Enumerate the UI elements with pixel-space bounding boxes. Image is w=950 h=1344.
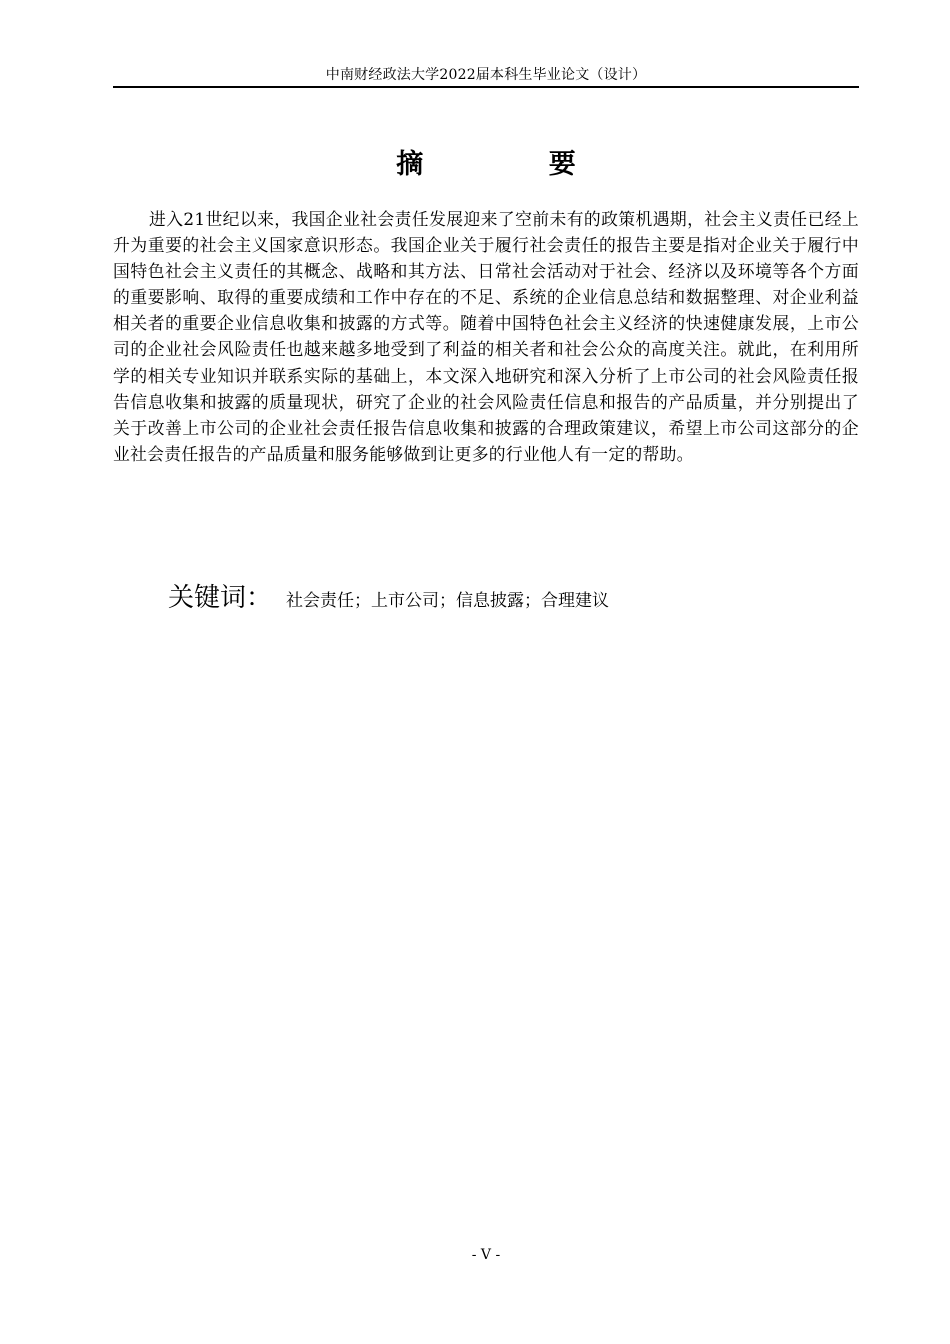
page-number: - V - <box>471 1247 501 1263</box>
keywords-label: 关键词： <box>168 583 273 613</box>
keywords-line <box>168 580 848 616</box>
keywords-text: 社会责任；上市公司；信息披露；合理建议 <box>286 591 610 611</box>
abstract-title: 摘 要 <box>396 149 634 180</box>
running-header: 中南财经政法大学2022届本科生毕业论文（设计） <box>113 64 859 88</box>
abstract-body: 进入21世纪以来，我国企业社会责任发展迎来了空前未有的政策机遇期，社会主义责任已经上升为重要的社会主义国家意识形态。我国企业关于履行社会责任的报告主要是指对企业关于履行中国特色社会主义责任的其概念、战略和其方法、日常社会活动对于社会、经济以及环境等各个方面的重要影响、取得的重要成绩和工作中存在的不足、系统的企业信息总结和数据整理、对企业利益相关者的重要企业信息收集和披露的方式等。随着中国特色社会主义经济的快速健康发展，上市公司的企业社会风险责任也越来越多地受到了利益的相关者和社会公众的高度关注。就此，在利用所学的相关专业知识并联系实际的基础上，本文深入地研究和深入分析了上市公司的社会风险责任报告信息收集和披露的质量现状，研究了企业的社会风险责任信息和报告的产品质量，并分别提出了关于改善上市公司的企业社会责任报告信息收集和披露的合理政策建议，希望上市公司这部分的企业社会责任报告的产品质量和服务能够做到让更多的行业他人有一定的帮助。 <box>113 209 859 464</box>
